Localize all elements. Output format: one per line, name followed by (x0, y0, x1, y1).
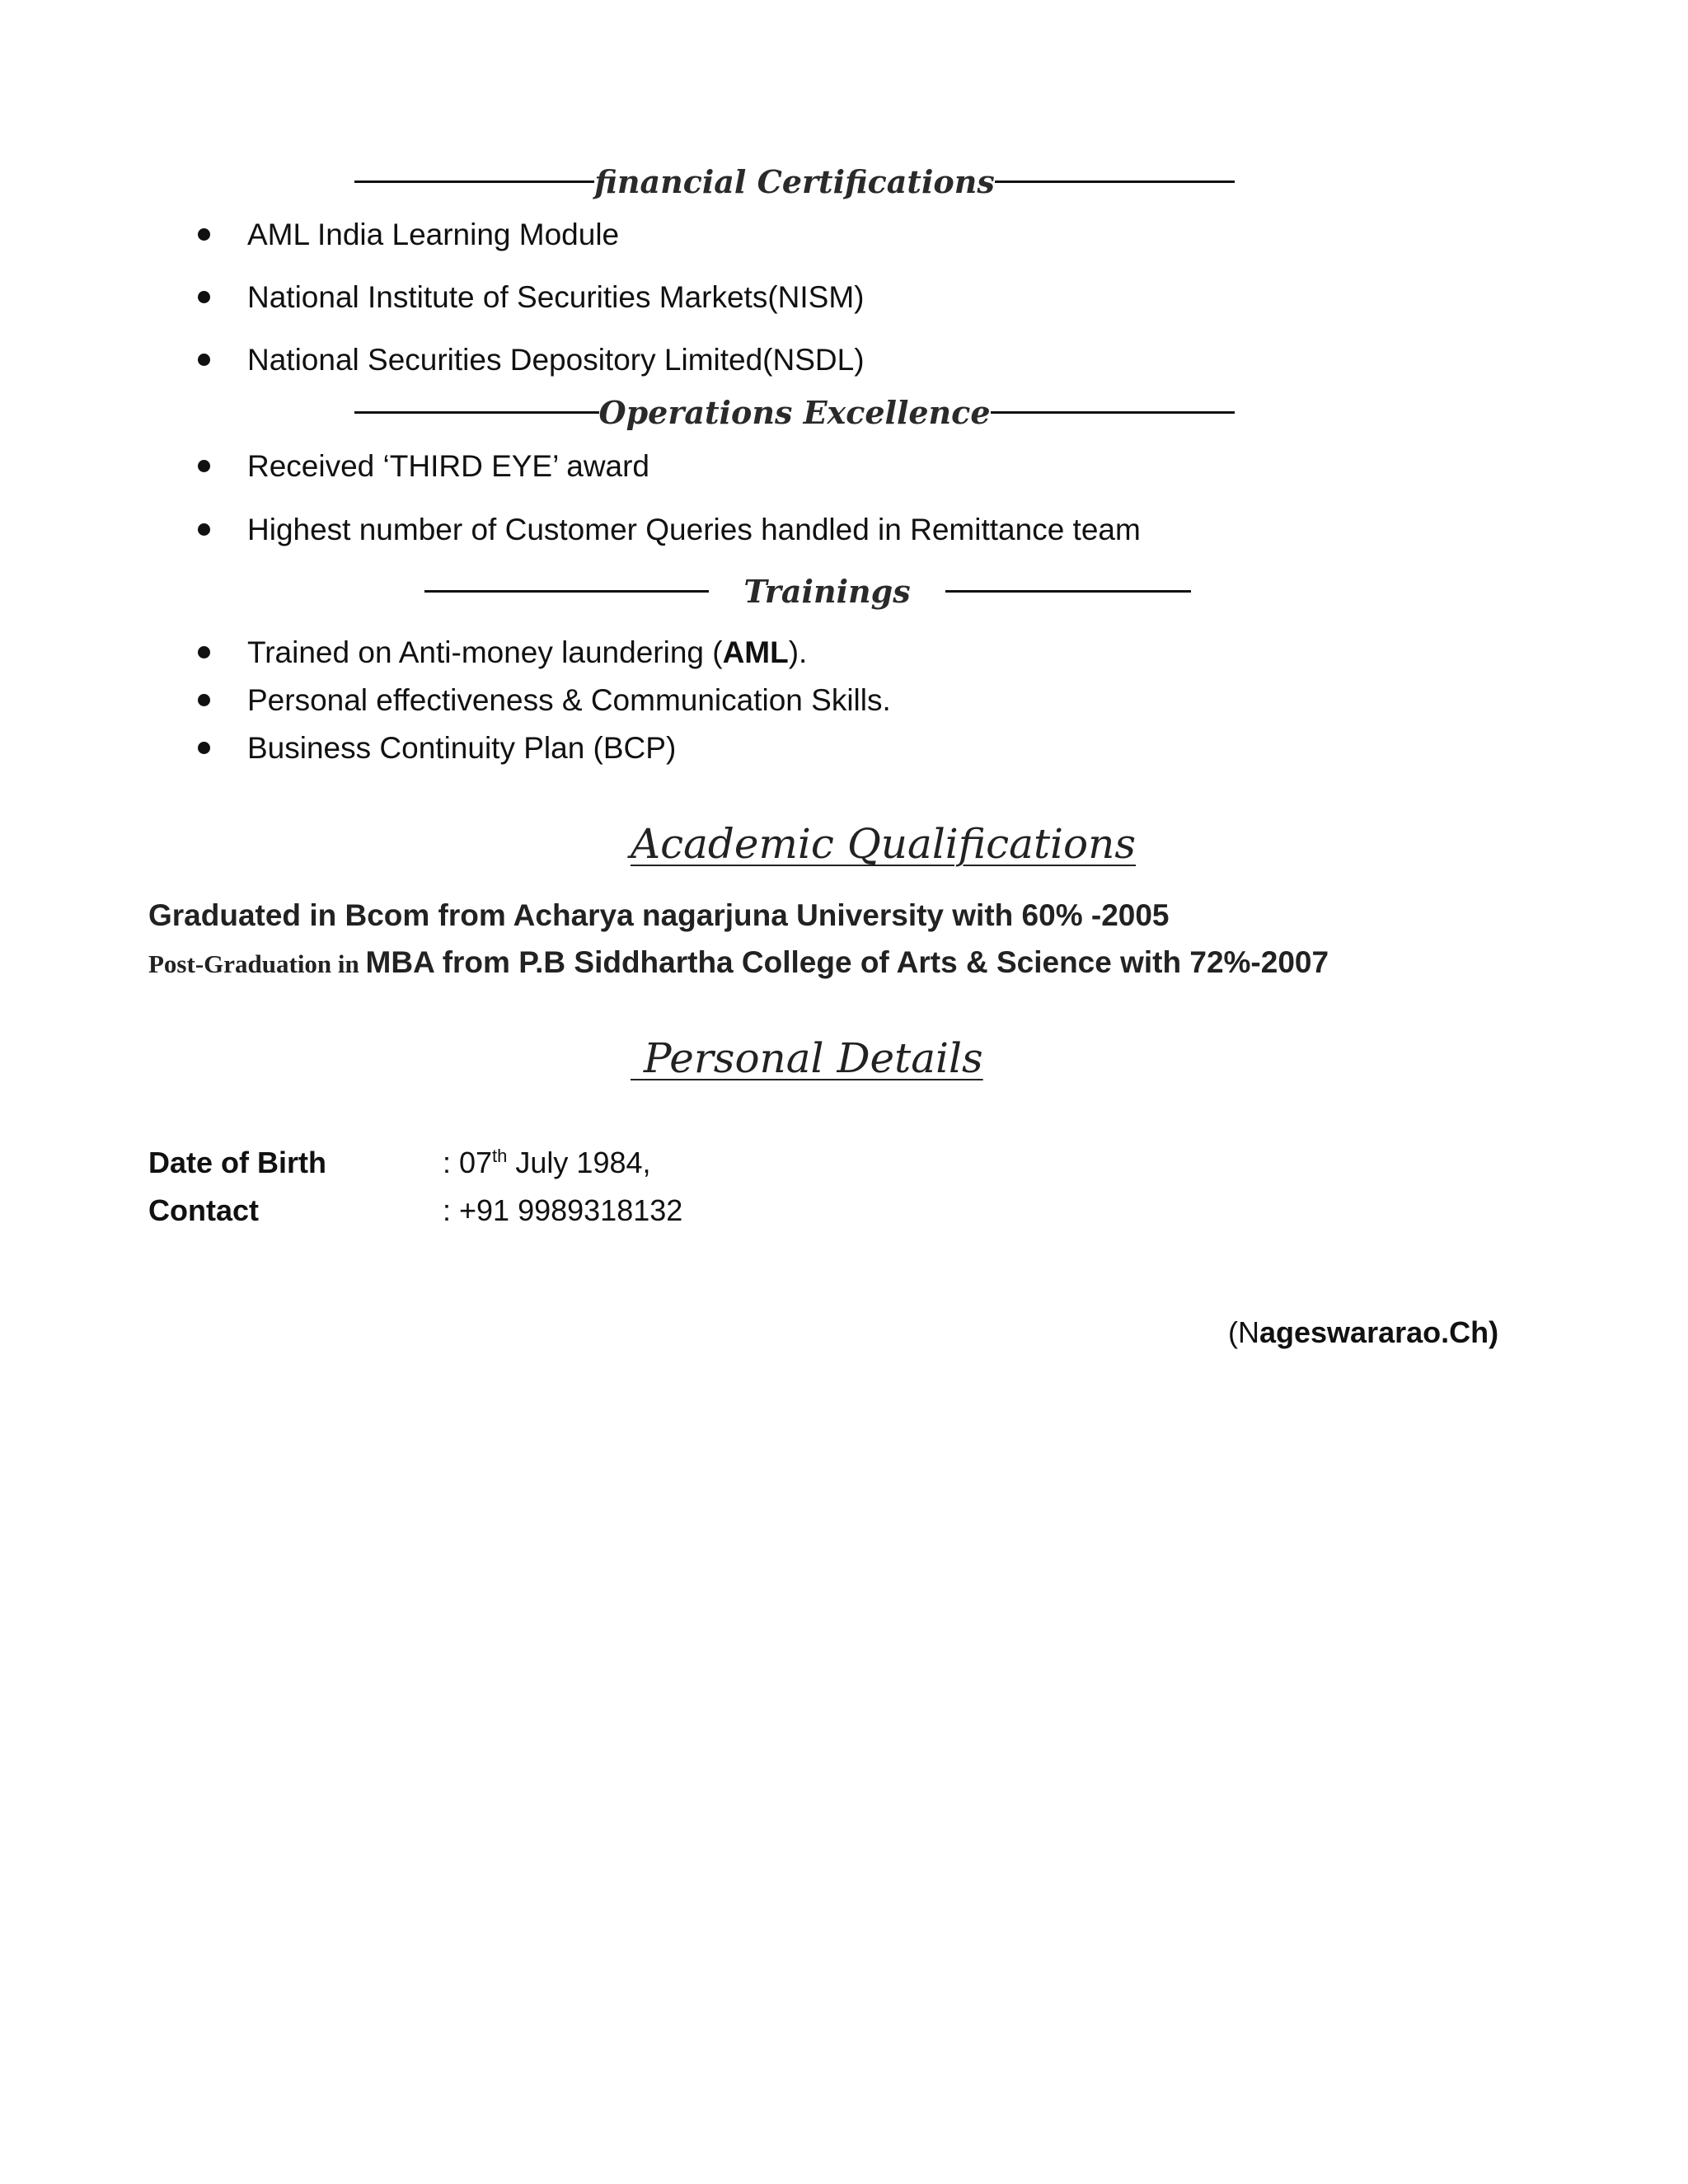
heading-rule-left (354, 411, 599, 414)
bullet-icon (198, 523, 210, 536)
bullet-icon (198, 228, 210, 241)
heading-rule-right (945, 590, 1191, 593)
bullet-icon (198, 460, 210, 472)
contact-label: Contact (148, 1193, 259, 1227)
operations-list (190, 448, 1141, 552)
bullet-icon (198, 354, 210, 366)
post-graduation-line: Post-Graduation in MBA from P.B Siddhartha College of Arts & Science with 72%-2007 (148, 945, 1329, 979)
list-item: Highest number of Customer Queries handled in Remittance team (190, 511, 1141, 552)
certifications-title: financial Certifications (594, 162, 995, 200)
list-item: Business Continuity Plan (BCP) (190, 729, 891, 771)
heading-rule-right (995, 180, 1235, 183)
list-item: National Institute of Securities Markets(NISM) (190, 279, 865, 341)
certifications-list (190, 216, 865, 382)
list-item: Personal effectiveness & Communication Skills. (190, 682, 891, 729)
dob-value: : 07th July 1984, (443, 1146, 651, 1179)
graduation-line: Graduated in Bcom from Acharya nagarjuna University with 60% -2005 (148, 898, 1170, 932)
heading-rule-right (991, 411, 1236, 414)
list-item: Trained on Anti-money laundering (AML). (190, 634, 891, 682)
list-item: Received ‘THIRD EYE’ award (190, 448, 1141, 511)
trainings-heading (424, 566, 1191, 616)
personal-title: Personal Details (631, 1034, 983, 1082)
academic-title: Academic Qualifications (631, 820, 1137, 868)
contact-value: : +91 9989318132 (443, 1193, 683, 1227)
certifications-heading (354, 157, 1235, 206)
heading-rule-left (424, 590, 709, 593)
operations-heading (354, 387, 1235, 437)
list-item: AML India Learning Module (190, 216, 865, 279)
trainings-list (190, 634, 891, 771)
heading-rule-left (354, 180, 594, 183)
list-item: National Securities Depository Limited(NSDL) (190, 341, 865, 382)
bullet-icon (198, 646, 210, 658)
trainings-title: Trainings (743, 572, 911, 610)
dob-label: Date of Birth (148, 1146, 326, 1179)
signature-name: (Nageswararao.Ch) (1228, 1315, 1499, 1349)
operations-title: Operations Excellence (598, 393, 991, 431)
bullet-icon (198, 291, 210, 303)
bullet-icon (198, 742, 210, 754)
bullet-icon (198, 694, 210, 706)
